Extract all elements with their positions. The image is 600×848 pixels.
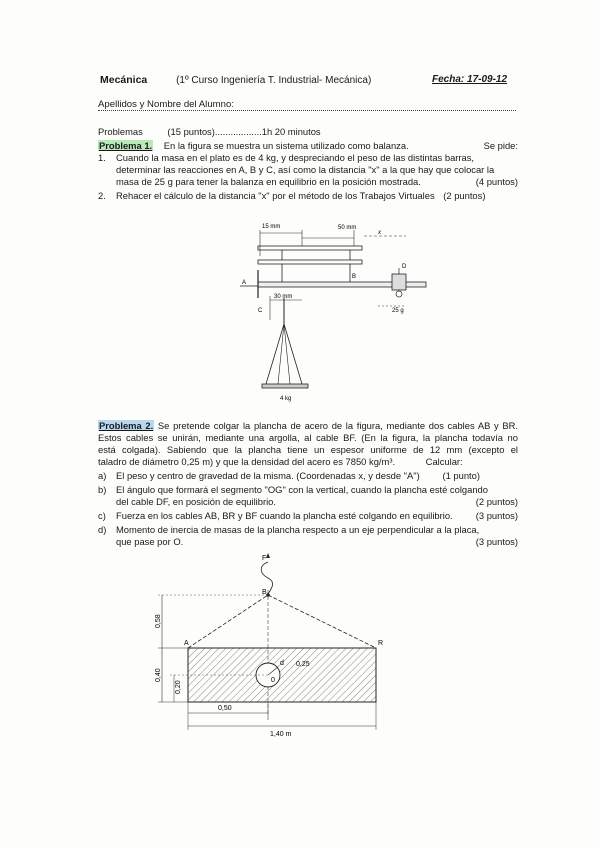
p2-line1 (98, 420, 518, 431)
problem1-intro (98, 140, 518, 151)
problems-points: (15 puntos)..................1h 20 minutos (167, 126, 321, 137)
student-name-line (98, 99, 516, 111)
label-D: D (402, 264, 407, 270)
p2-text1: Se pretende colgar la plancha de acero de la figura, mediante dos cables AB y BR. (157, 420, 519, 431)
dim-0-20: 0,20 (175, 680, 182, 694)
problems-label: Problemas (98, 126, 143, 137)
p1-item2-points: (2 puntos) (443, 190, 486, 201)
p2-item-b2 (116, 496, 518, 507)
p1-item1-line2: determinar las reacciones en A, B y C, así como la distancia "x" a la que hay que colocar la (116, 164, 495, 175)
p1-item2-text: Rehacer el cálculo de la distancia "x" por el método de los Trabajos Virtuales (116, 190, 435, 201)
problems-intro (98, 126, 321, 137)
p2-item-a-num: a) (98, 470, 107, 481)
header-left (100, 74, 371, 86)
course-info: (1º Curso Ingeniería T. Industrial- Mecánica) (176, 75, 372, 86)
exam-date: Fecha: 17-09-12 (432, 74, 508, 85)
p2-item-b-points: (2 puntos) (475, 496, 518, 507)
p1-item2 (98, 190, 485, 201)
mass-25g: 25 g (392, 308, 404, 314)
figure-steel-plate (140, 550, 400, 740)
p2-item-c-text: Fuerza en los cables AB, BR y BF cuando la plancha esté colgando en equilibrio. (116, 510, 453, 521)
p2-item-d2 (116, 536, 518, 547)
problem1-intro-b: Se pide: (483, 140, 518, 151)
p2-item-d-text2: que pase por O. (116, 536, 184, 547)
p2-calc: Calcular: (425, 456, 463, 467)
p1-item1-text1: Cuando la masa en el plato es de 4 kg, y despreciando el peso de las distintas barras, (116, 152, 475, 163)
p2-text4: taladro de diámetro 0,25 m) y que la densidad del acero es 7850 kg/m³. (98, 456, 396, 467)
label-R: R (378, 640, 384, 647)
dim-15mm: 15 mm (262, 224, 281, 230)
p1-item1-text3: masa de 25 g para tener la balanza en equilibrio en la posición mostrada. (116, 176, 421, 187)
problem1-title: Problema 1. (99, 140, 153, 151)
label-A2: A (184, 640, 189, 647)
p2-item-c-num: c) (98, 510, 106, 521)
label-A: A (242, 280, 247, 286)
label-F: F (262, 555, 267, 562)
p1-item1-line3 (116, 176, 518, 187)
p2-item-d1 (98, 524, 518, 535)
p2-item-d-points: (3 puntos) (475, 536, 518, 547)
p2-line4 (98, 456, 518, 467)
p2-item-b-text1: El ángulo que formará el segmento "OG" con la vertical, cuando la plancha esté colgando (116, 484, 488, 495)
problem2-title: Problema 2. (99, 420, 154, 431)
p2-item-d-num: d) (98, 524, 107, 535)
p2-item-d-text1: Momento de inercia de masas de la plancha respecto a un eje perpendicular a la placa, (116, 524, 480, 535)
dim-50mm: 50 mm (338, 225, 357, 231)
label-B2: B (262, 589, 267, 596)
dim-0-58: 0,58 (155, 614, 162, 628)
dim-x: x (378, 230, 381, 236)
p2-item-a-points: (1 punto) (442, 470, 480, 481)
p2-item-a (98, 470, 518, 481)
p1-item1-line1 (98, 152, 518, 163)
dim-30mm: 30 mm (274, 294, 293, 300)
dim-1-40m: 1,40 m (270, 731, 292, 738)
p2-item-b-num: b) (98, 484, 107, 495)
subject-title: Mecánica (100, 74, 148, 86)
p2-item-c-points: (3 puntos) (475, 510, 518, 521)
p1-item1-number: 1. (98, 152, 106, 163)
p1-item1-points: (4 puntos) (475, 176, 518, 187)
p2-item-a-text: El peso y centro de gravedad de la misma. (Coordenadas x, y desde "A") (116, 470, 420, 481)
figure-balance (228, 216, 450, 408)
dim-0-50: 0,50 (218, 705, 232, 712)
label-O: 0 (271, 677, 275, 684)
p2-item-c (98, 510, 518, 521)
p2-line3: está colgada). Sabiendo que la plancha tiene un espesor uniforme de 12 mm (excepto el (98, 444, 518, 455)
p2-item-b1 (98, 484, 518, 495)
p2-line2: Estos cables se unirán, mediante una argolla, al cable BF. (En la figura, la plancha todavía no (98, 432, 518, 443)
p1-item2-number: 2. (98, 190, 106, 201)
label-B: B (352, 274, 357, 280)
label-plate: 4 kg (280, 396, 292, 402)
p2-item-b-text2: del cable DF, en posición de equilibrio. (116, 496, 276, 507)
dim-diameter: 0,25 (296, 661, 310, 668)
label-d: d (280, 660, 284, 667)
label-C: C (258, 308, 263, 314)
dim-0-40: 0,40 (155, 668, 162, 682)
problem1-intro-a: En la figura se muestra un sistema utilizado como balanza. (163, 140, 409, 151)
student-name-label: Apellidos y Nombre del Alumno: (98, 99, 234, 110)
